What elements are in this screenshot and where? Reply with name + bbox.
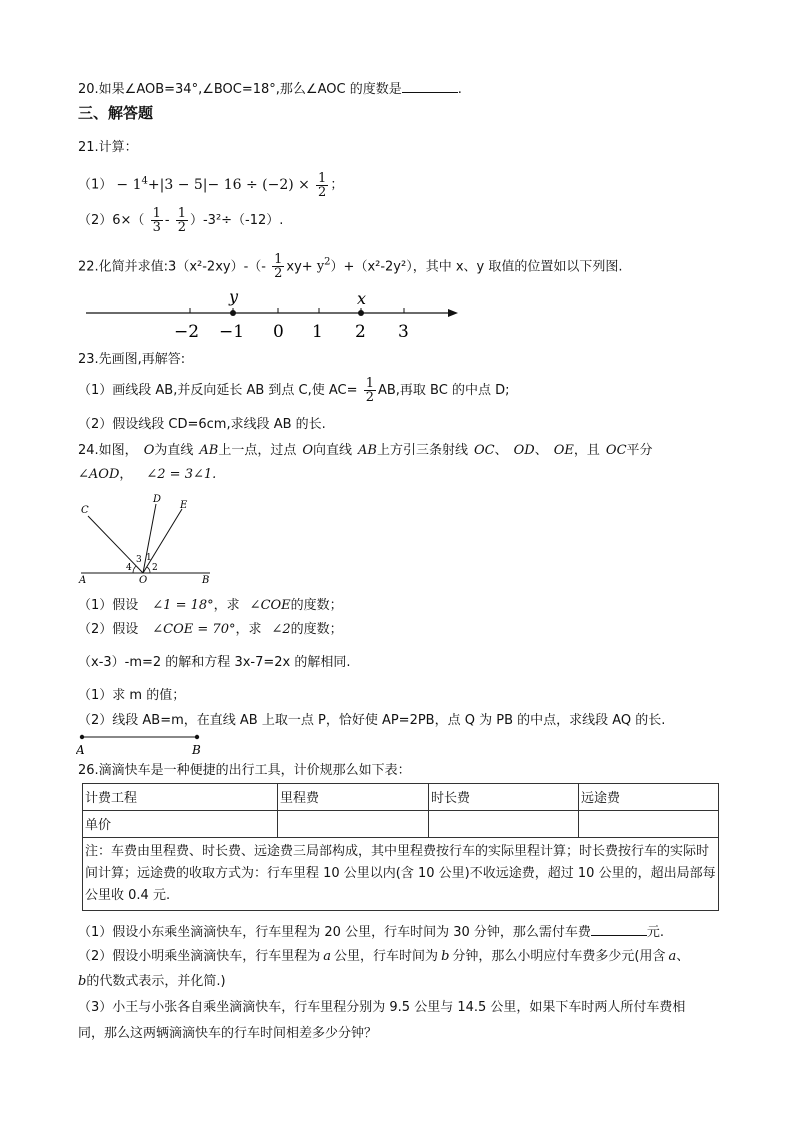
q26-answer-blank (591, 923, 647, 936)
q24-line2 (78, 466, 216, 484)
point-y-label: y (229, 287, 239, 306)
angle-arc (133, 566, 136, 573)
q26-p2l2b: 的代数式表示，并化简.) (86, 974, 226, 989)
q24-p1b: ∠1 = 18° (152, 598, 214, 613)
q21-p1-fraction (316, 172, 328, 199)
angle-label-1: 1 (146, 553, 152, 563)
q24-sep1: 、 (494, 443, 508, 458)
q24-OE: OE (553, 443, 574, 458)
q24-angle-relation: ∠2 = 3∠1. (146, 467, 217, 482)
q24-OC2: OC (605, 443, 627, 458)
q24-line1 (78, 442, 653, 460)
q26-var-a2: a (668, 949, 677, 964)
q20-line (78, 80, 462, 99)
q24-t1: 24.如图， (78, 443, 138, 458)
tick-label: 0 (273, 322, 284, 342)
q22-den: 2 (274, 266, 283, 282)
segment-AB-figure (76, 732, 208, 758)
q26-p2c: 分钟，那么小明应付车费多少元(用含 (452, 949, 666, 964)
angle-label-3: 3 (136, 555, 142, 565)
number-line-figure (80, 285, 470, 345)
q26-title: 26.滴滴快车是一种便捷的出行工具，计价规那么如下表： (78, 763, 411, 778)
q24-t5: 上方引三条射线 (376, 443, 468, 458)
angle-arc (147, 567, 150, 573)
q21-p2-num1: 1 (152, 206, 161, 221)
q26-p1a: （1）假设小东乘坐滴滴快车，行车里程为 20 公里，行车时间为 30 分钟，那么需付车费 (78, 925, 591, 940)
label-E: E (180, 500, 188, 511)
q26-var-a: a (323, 949, 332, 964)
q23-part2: （2）假设线段 CD=6cm,求线段 AB 的长. (78, 417, 326, 432)
table-cell (429, 811, 579, 838)
ray-OC (88, 516, 143, 573)
q25-part1: （1）求 m 的值； (78, 688, 186, 703)
q23-title: 23.先画图,再解答: (78, 352, 186, 367)
q25-line1: （x-3）-m=2 的解和方程 3x-7=2x 的解相同. (78, 655, 351, 670)
q26-var-b: b (441, 949, 450, 964)
table-note-cell: 注：车费由里程费、时长费、远途费三局部构成，其中里程费按行车的实际里程计算；时长费按行车的实际时间计算；远途费的收取方式为：行车里程 10 公里以内(含 10 公里)不收远途费，超过 10 公里的，超出局部每公里收 0.4 元. (83, 838, 719, 911)
q21-part2 (78, 207, 283, 234)
q23-p1-den: 2 (365, 390, 374, 405)
q22-line (78, 250, 623, 280)
q24-part1 (78, 597, 343, 615)
q24-O2: O (302, 443, 314, 458)
label-B: B (202, 575, 210, 584)
q21-p2-mid: - (164, 213, 170, 228)
q22-pre: 22.化简并求值:3（x²-2xy）-（- (78, 259, 266, 275)
q24-p2d: ∠2 (271, 622, 291, 637)
table-cell (579, 811, 719, 838)
q21-p1-num: 1 (318, 170, 327, 186)
q22-num: 1 (274, 252, 283, 268)
q24-angle-figure (76, 492, 216, 584)
q24-p1d: ∠COE (249, 598, 291, 613)
q21-title: 21.计算： (78, 140, 138, 155)
tick-label: −2 (174, 322, 200, 342)
q26-p2b: 公里，行车时间为 (334, 949, 439, 964)
q20-tail: . (457, 82, 462, 97)
q21-p1-expr (116, 177, 309, 193)
q24-p1e: 的度数； (290, 598, 343, 613)
q24-AB1: AB (199, 443, 219, 458)
q21-p1-end: ； (330, 177, 344, 193)
label-A: A (79, 575, 87, 584)
q24-t4: 向直线 (313, 443, 353, 458)
q24-part2 (78, 621, 343, 639)
table-header-cell: 里程费 (278, 784, 429, 811)
tick-label: 3 (398, 322, 409, 342)
q25-part2: （2）线段 AB=m，在直线 AB 上取一点 P，恰好使 AP=2PB，点 Q 为 PB 的中点，求线段 AQ 的长. (78, 713, 666, 728)
tick-label: 1 (312, 322, 323, 342)
q24-p1a: （1）假设 (78, 598, 139, 613)
angle-label-2: 2 (152, 563, 158, 573)
table-row (83, 811, 719, 838)
q24-t7: 平分 (626, 443, 653, 458)
label-C: C (81, 505, 89, 516)
q22-post: ）+（x²-2y²），其中 x、y 取值的位置如以下列图. (330, 259, 623, 275)
label-D: D (153, 494, 162, 505)
q24-sep2: 、 (534, 443, 548, 458)
table-header-cell: 时长费 (429, 784, 579, 811)
q24-t3: 上一点，过点 (218, 443, 297, 458)
q26-part3-line2: 同，那么这两辆滴滴快车的行车时间相差多少分钟？ (78, 1026, 378, 1041)
table-row (83, 784, 719, 811)
q26-part1 (78, 923, 664, 942)
point-B (195, 735, 199, 739)
q21-p2-num2: 1 (177, 206, 186, 221)
q26-p2d: 、 (676, 949, 690, 964)
q26-p2a: （2）假设小明乘坐滴滴快车，行车里程为 (78, 949, 321, 964)
q20-answer-blank (402, 80, 458, 93)
q24-OC: OC (474, 443, 495, 458)
q23-p1-pre: （1）画线段 AB,并反向延长 AB 到点 C,使 AC= (78, 383, 358, 398)
number-line-arrow-icon (448, 309, 458, 317)
label-A: A (76, 743, 85, 757)
tick-label: −1 (219, 322, 245, 342)
q21-p2-frac2 (176, 207, 188, 234)
q24-O1: O (143, 443, 155, 458)
q26-part2-line1 (78, 948, 689, 966)
table-header-cell: 远途费 (579, 784, 719, 811)
table-row (83, 838, 719, 911)
point-x-label: x (357, 289, 367, 308)
q21-p2-end: ）-3²÷（-12）. (189, 213, 284, 228)
q21-p1-base: 1 (132, 176, 142, 193)
q21-p1-exp: 4 (141, 175, 148, 186)
q24-AB2: AB (358, 443, 377, 458)
q23-p1-num: 1 (365, 376, 374, 391)
label-O: O (139, 575, 148, 584)
angle-label-4: 4 (126, 563, 132, 573)
q24-angle-AOD: ∠AOD (78, 467, 120, 482)
q24-t2: 为直线 (154, 443, 194, 458)
q22-ysq-base: y (316, 259, 325, 275)
label-B: B (192, 743, 201, 757)
q24-p2b: ∠COE = 70° (152, 622, 236, 637)
q22-mid: xy+ (286, 259, 313, 275)
q24-p2c: ，求 (235, 622, 262, 637)
q21-p2-den1: 3 (152, 220, 161, 235)
tick-label: 2 (355, 322, 366, 342)
q22-ysq-exp: 2 (324, 257, 331, 268)
q21-p1-part2: +|3 − 5|− 16 ÷ (−2) × (147, 176, 310, 193)
table-cell: 单价 (83, 811, 278, 838)
q21-p2-frac1 (151, 207, 163, 234)
table-header-cell: 计费工程 (83, 784, 278, 811)
q21-p1-minus: − (116, 176, 129, 193)
q26-part3-line1: （3）小王与小张各自乘坐滴滴快车，行车里程分别为 9.5 公里与 14.5 公里，如果下车时两人所付车费相 (78, 1000, 686, 1015)
q22-fraction (272, 253, 284, 280)
q26-var-b2: b (78, 974, 87, 989)
q23-p1-fraction (364, 377, 376, 404)
q24-p1c: ，求 (213, 598, 240, 613)
q23-p1-post: AB,再取 BC 的中点 D; (377, 383, 510, 398)
q26-part2-line2 (78, 973, 226, 991)
table-cell (278, 811, 429, 838)
q20-text: 20.如果∠AOB=34°,∠BOC=18°,那么∠AOC 的度数是 (78, 82, 402, 97)
q24-l2-sep: ， (119, 467, 133, 482)
q24-p2a: （2）假设 (78, 622, 139, 637)
q23-part1 (78, 377, 509, 404)
point-A (80, 735, 84, 739)
q24-p2e: 的度数； (290, 622, 343, 637)
section-heading: 三、解答题 (78, 104, 154, 122)
q22-ysq (317, 259, 331, 274)
q24-OD: OD (513, 443, 535, 458)
fare-table (82, 783, 719, 911)
q21-p2-den2: 2 (177, 220, 186, 235)
q21-p1-label: （1） (78, 177, 113, 193)
q21-p2-label: （2）6×（ (78, 213, 145, 228)
q21-p1-den: 2 (318, 184, 327, 200)
q21-part1 (78, 168, 343, 199)
q24-t6: ，且 (573, 443, 600, 458)
q26-p1b: 元. (646, 925, 665, 940)
